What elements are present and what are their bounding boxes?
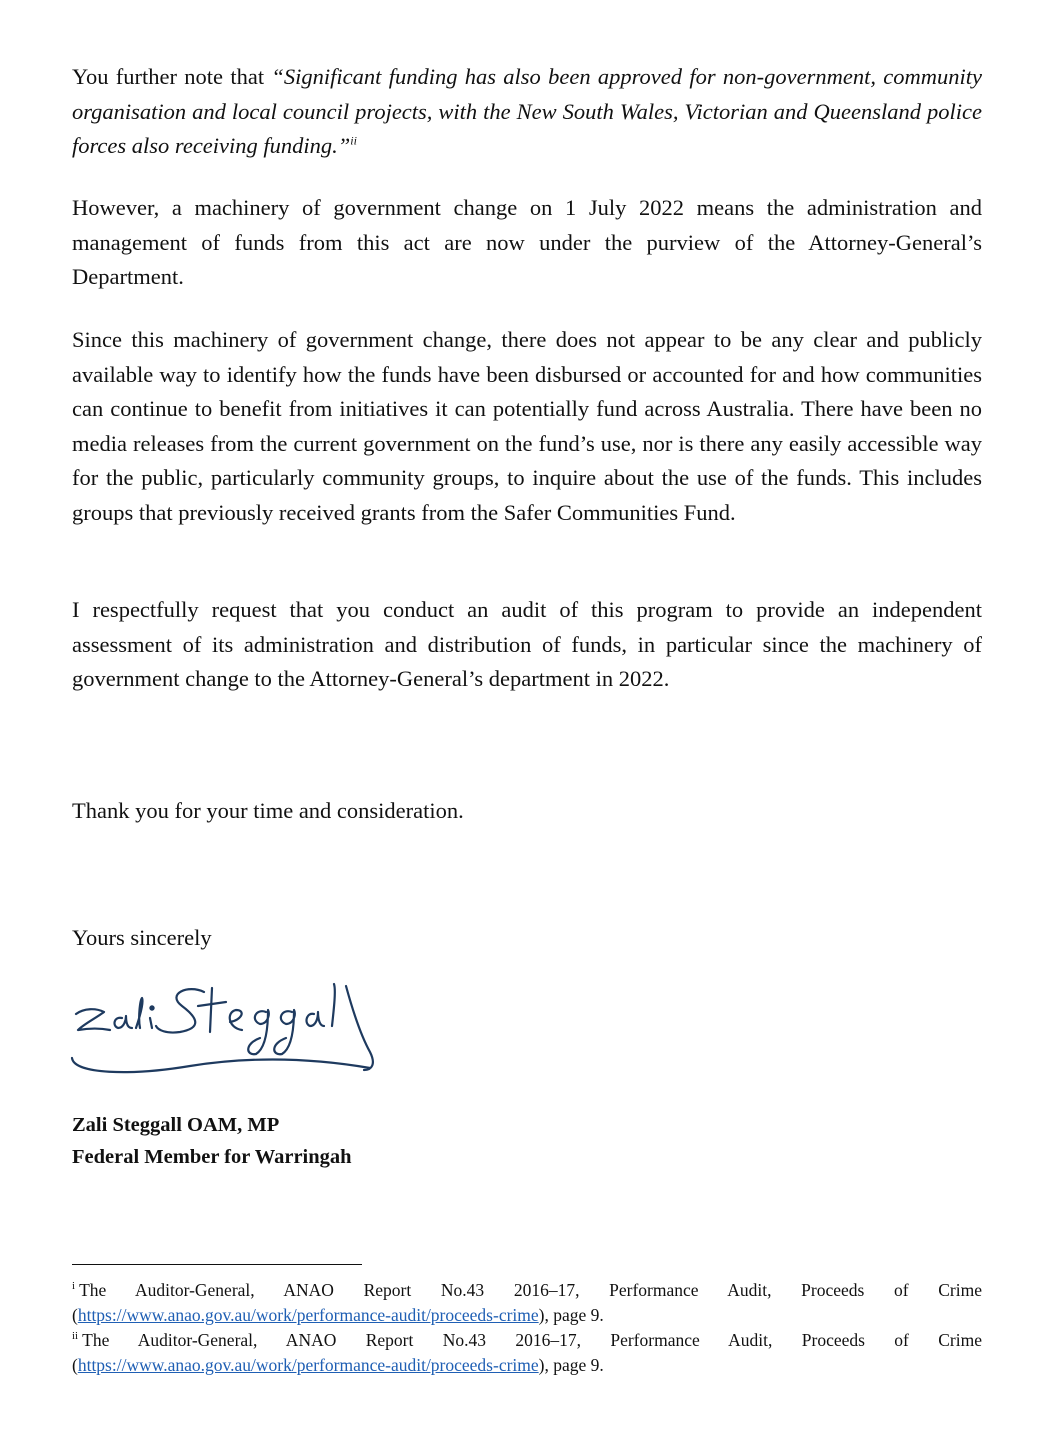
paragraph-machinery-change: However, a machinery of government change on 1 July 2022 means the administration and management of funds from this act are now under the purview of the Attorney-General’s Department. [72,195,982,289]
footnote-mark: ii [72,1330,79,1343]
paragraph-quote [72,60,982,164]
paragraph-transparency: Since this machinery of government change, there does not appear to be any clear and publicly available way to identify how the funds have been disbursed or accounted for and how communities can continue to benefit from initiatives it can potentially fund across Australia. There have been no media releases from the current government on the fund’s use, nor is there any easily accessible way for the public, particularly community groups, to inquire about the use of the funds. This includes groups that previously received grants from the Safer Communities Fund. [72,327,982,525]
footnote-ii [72,1328,982,1378]
footnote-link[interactable]: https://www.anao.gov.au/work/performance-audit/proceeds-crime [77,1355,539,1375]
handwritten-signature [70,978,382,1078]
thanks-line: Thank you for your time and consideration. [72,798,464,823]
footnote-text: The Auditor-General, ANAO Report No.43 2016–17, Performance Audit, Proceeds of Crime ( [72,1330,982,1375]
signatory-title: Federal Member for Warringah [72,1146,352,1168]
footnote-ref-ii[interactable]: ii [350,133,357,148]
footnote-link[interactable]: https://www.anao.gov.au/work/performance-audit/proceeds-crime [77,1305,539,1325]
paragraph-audit-request: I respectfully request that you conduct an audit of this program to provide an independent assessment of its administration and distribution of funds, in particular since the machinery of government change to the Attorney-General’s department in 2022. [72,597,982,691]
closing-salutation: Yours sincerely [72,925,212,950]
footnote-text-end: ), page 9. [538,1305,604,1325]
quoted-text: “Significant funding has also been approved for non-government, community organisation and local council projects, with the New South Wales, Victorian and Queensland police forces also receiving funding.” [72,64,982,158]
footnote-mark: i [72,1280,76,1293]
footnote-text-end: ), page 9. [538,1355,604,1375]
paragraph-lead: You further note that [72,64,272,89]
signatory-name: Zali Steggall OAM, MP [72,1114,280,1136]
footnote-i [72,1278,982,1328]
footnote-text: The Auditor-General, ANAO Report No.43 2016–17, Performance Audit, Proceeds of Crime ( [72,1280,982,1325]
footnote-divider [72,1264,362,1265]
